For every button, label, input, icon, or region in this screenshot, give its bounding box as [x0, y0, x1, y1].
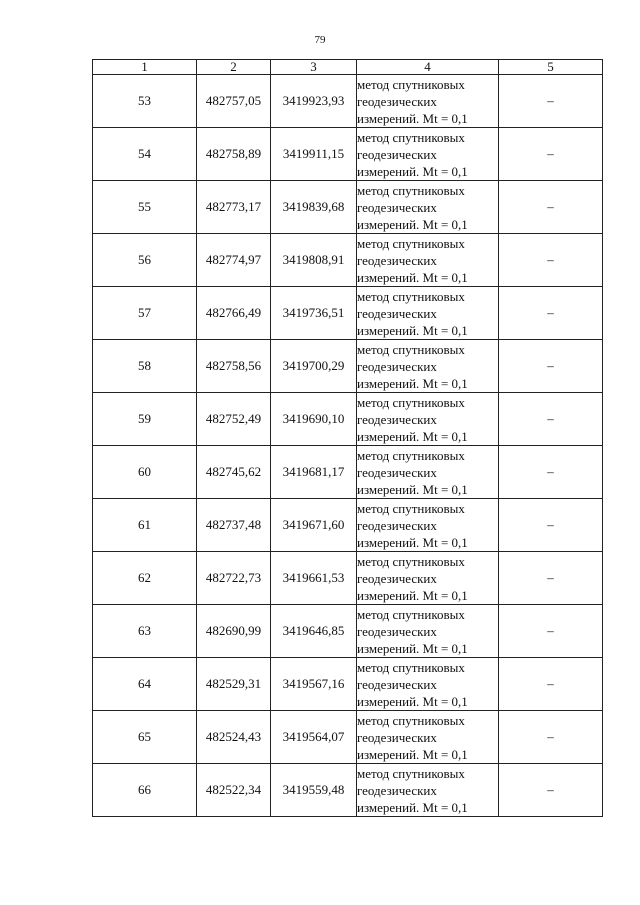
table-row	[93, 393, 603, 446]
method-line: измерений. Mt = 0,1	[357, 640, 468, 656]
method-line: измерений. Mt = 0,1	[357, 163, 468, 179]
coordinate-x: 482766,49	[197, 287, 271, 340]
table-row	[93, 181, 603, 234]
column-header: 2	[197, 60, 271, 75]
note-dash: –	[499, 181, 603, 234]
note-dash: –	[499, 552, 603, 605]
point-number: 60	[93, 446, 197, 499]
point-number: 63	[93, 605, 197, 658]
table-row	[93, 75, 603, 128]
coordinate-y: 3419911,15	[271, 128, 357, 181]
method-line: измерений. Mt = 0,1	[357, 534, 468, 550]
note-dash: –	[499, 711, 603, 764]
method-line: измерений. Mt = 0,1	[357, 587, 468, 603]
coordinate-y: 3419839,68	[271, 181, 357, 234]
coordinate-y: 3419559,48	[271, 764, 357, 817]
method-line: метод спутниковых	[357, 712, 465, 728]
note-dash: –	[499, 658, 603, 711]
method-line: геодезических	[357, 570, 437, 586]
method-line: измерений. Mt = 0,1	[357, 481, 468, 497]
method-description	[357, 764, 499, 817]
coordinate-y: 3419700,29	[271, 340, 357, 393]
method-description	[357, 658, 499, 711]
method-line: метод спутниковых	[357, 447, 465, 463]
column-header: 1	[93, 60, 197, 75]
method-line: геодезических	[357, 252, 437, 268]
method-line: метод спутниковых	[357, 182, 465, 198]
method-description	[357, 393, 499, 446]
method-line: геодезических	[357, 464, 437, 480]
method-description	[357, 75, 499, 128]
method-line: геодезических	[357, 358, 437, 374]
method-line: метод спутниковых	[357, 765, 465, 781]
note-dash: –	[499, 764, 603, 817]
method-line: метод спутниковых	[357, 235, 465, 251]
table-row	[93, 764, 603, 817]
method-description	[357, 234, 499, 287]
note-dash: –	[499, 446, 603, 499]
method-line: геодезических	[357, 93, 437, 109]
point-number: 56	[93, 234, 197, 287]
coordinate-x: 482774,97	[197, 234, 271, 287]
note-dash: –	[499, 340, 603, 393]
method-line: метод спутниковых	[357, 288, 465, 304]
table-row	[93, 711, 603, 764]
table-row	[93, 658, 603, 711]
header-row	[93, 60, 603, 75]
method-line: измерений. Mt = 0,1	[357, 110, 468, 126]
coordinate-y: 3419567,16	[271, 658, 357, 711]
method-line: измерений. Mt = 0,1	[357, 322, 468, 338]
point-number: 62	[93, 552, 197, 605]
method-line: геодезических	[357, 199, 437, 215]
coordinates-table	[92, 59, 603, 817]
table-row	[93, 287, 603, 340]
method-line: измерений. Mt = 0,1	[357, 375, 468, 391]
coordinate-x: 482524,43	[197, 711, 271, 764]
method-line: геодезических	[357, 517, 437, 533]
coordinate-y: 3419671,60	[271, 499, 357, 552]
note-dash: –	[499, 128, 603, 181]
method-description	[357, 181, 499, 234]
method-line: геодезических	[357, 729, 437, 745]
method-line: измерений. Mt = 0,1	[357, 799, 468, 815]
method-line: метод спутниковых	[357, 553, 465, 569]
note-dash: –	[499, 499, 603, 552]
method-description	[357, 711, 499, 764]
point-number: 65	[93, 711, 197, 764]
column-header: 4	[357, 60, 499, 75]
method-description	[357, 552, 499, 605]
coordinate-y: 3419736,51	[271, 287, 357, 340]
coordinate-x: 482690,99	[197, 605, 271, 658]
method-line: геодезических	[357, 411, 437, 427]
coordinate-y: 3419808,91	[271, 234, 357, 287]
method-description	[357, 287, 499, 340]
method-line: геодезических	[357, 146, 437, 162]
table-row	[93, 234, 603, 287]
method-description	[357, 128, 499, 181]
coordinate-y: 3419646,85	[271, 605, 357, 658]
method-line: геодезических	[357, 623, 437, 639]
coordinate-x: 482529,31	[197, 658, 271, 711]
coordinate-x: 482722,73	[197, 552, 271, 605]
method-line: метод спутниковых	[357, 76, 465, 92]
point-number: 59	[93, 393, 197, 446]
table-row	[93, 128, 603, 181]
method-description	[357, 499, 499, 552]
point-number: 64	[93, 658, 197, 711]
point-number: 61	[93, 499, 197, 552]
method-line: измерений. Mt = 0,1	[357, 746, 468, 762]
point-number: 66	[93, 764, 197, 817]
method-line: метод спутниковых	[357, 341, 465, 357]
note-dash: –	[499, 287, 603, 340]
page-number: 79	[314, 34, 326, 46]
note-dash: –	[499, 605, 603, 658]
point-number: 58	[93, 340, 197, 393]
coordinate-x: 482737,48	[197, 499, 271, 552]
coordinate-x: 482757,05	[197, 75, 271, 128]
point-number: 54	[93, 128, 197, 181]
point-number: 55	[93, 181, 197, 234]
method-line: геодезических	[357, 782, 437, 798]
table-row	[93, 446, 603, 499]
table-row	[93, 499, 603, 552]
coordinate-x: 482758,56	[197, 340, 271, 393]
method-line: измерений. Mt = 0,1	[357, 269, 468, 285]
method-line: метод спутниковых	[357, 606, 465, 622]
method-line: измерений. Mt = 0,1	[357, 216, 468, 232]
coordinate-x: 482773,17	[197, 181, 271, 234]
note-dash: –	[499, 234, 603, 287]
method-description	[357, 446, 499, 499]
method-line: метод спутниковых	[357, 500, 465, 516]
method-line: метод спутниковых	[357, 394, 465, 410]
note-dash: –	[499, 393, 603, 446]
method-line: метод спутниковых	[357, 659, 465, 675]
method-line: метод спутниковых	[357, 129, 465, 145]
point-number: 53	[93, 75, 197, 128]
method-line: измерений. Mt = 0,1	[357, 428, 468, 444]
coordinate-y: 3419690,10	[271, 393, 357, 446]
column-header: 3	[271, 60, 357, 75]
table-row	[93, 552, 603, 605]
note-dash: –	[499, 75, 603, 128]
table-row	[93, 605, 603, 658]
coordinate-y: 3419661,53	[271, 552, 357, 605]
method-line: геодезических	[357, 305, 437, 321]
point-number: 57	[93, 287, 197, 340]
table-body	[93, 75, 603, 817]
coordinate-y: 3419681,17	[271, 446, 357, 499]
coordinate-x: 482752,49	[197, 393, 271, 446]
table-row	[93, 340, 603, 393]
coordinate-y: 3419923,93	[271, 75, 357, 128]
coordinate-y: 3419564,07	[271, 711, 357, 764]
method-description	[357, 605, 499, 658]
method-description	[357, 340, 499, 393]
coordinate-x: 482522,34	[197, 764, 271, 817]
coordinate-x: 482758,89	[197, 128, 271, 181]
coordinate-x: 482745,62	[197, 446, 271, 499]
method-line: геодезических	[357, 676, 437, 692]
method-line: измерений. Mt = 0,1	[357, 693, 468, 709]
column-header: 5	[499, 60, 603, 75]
